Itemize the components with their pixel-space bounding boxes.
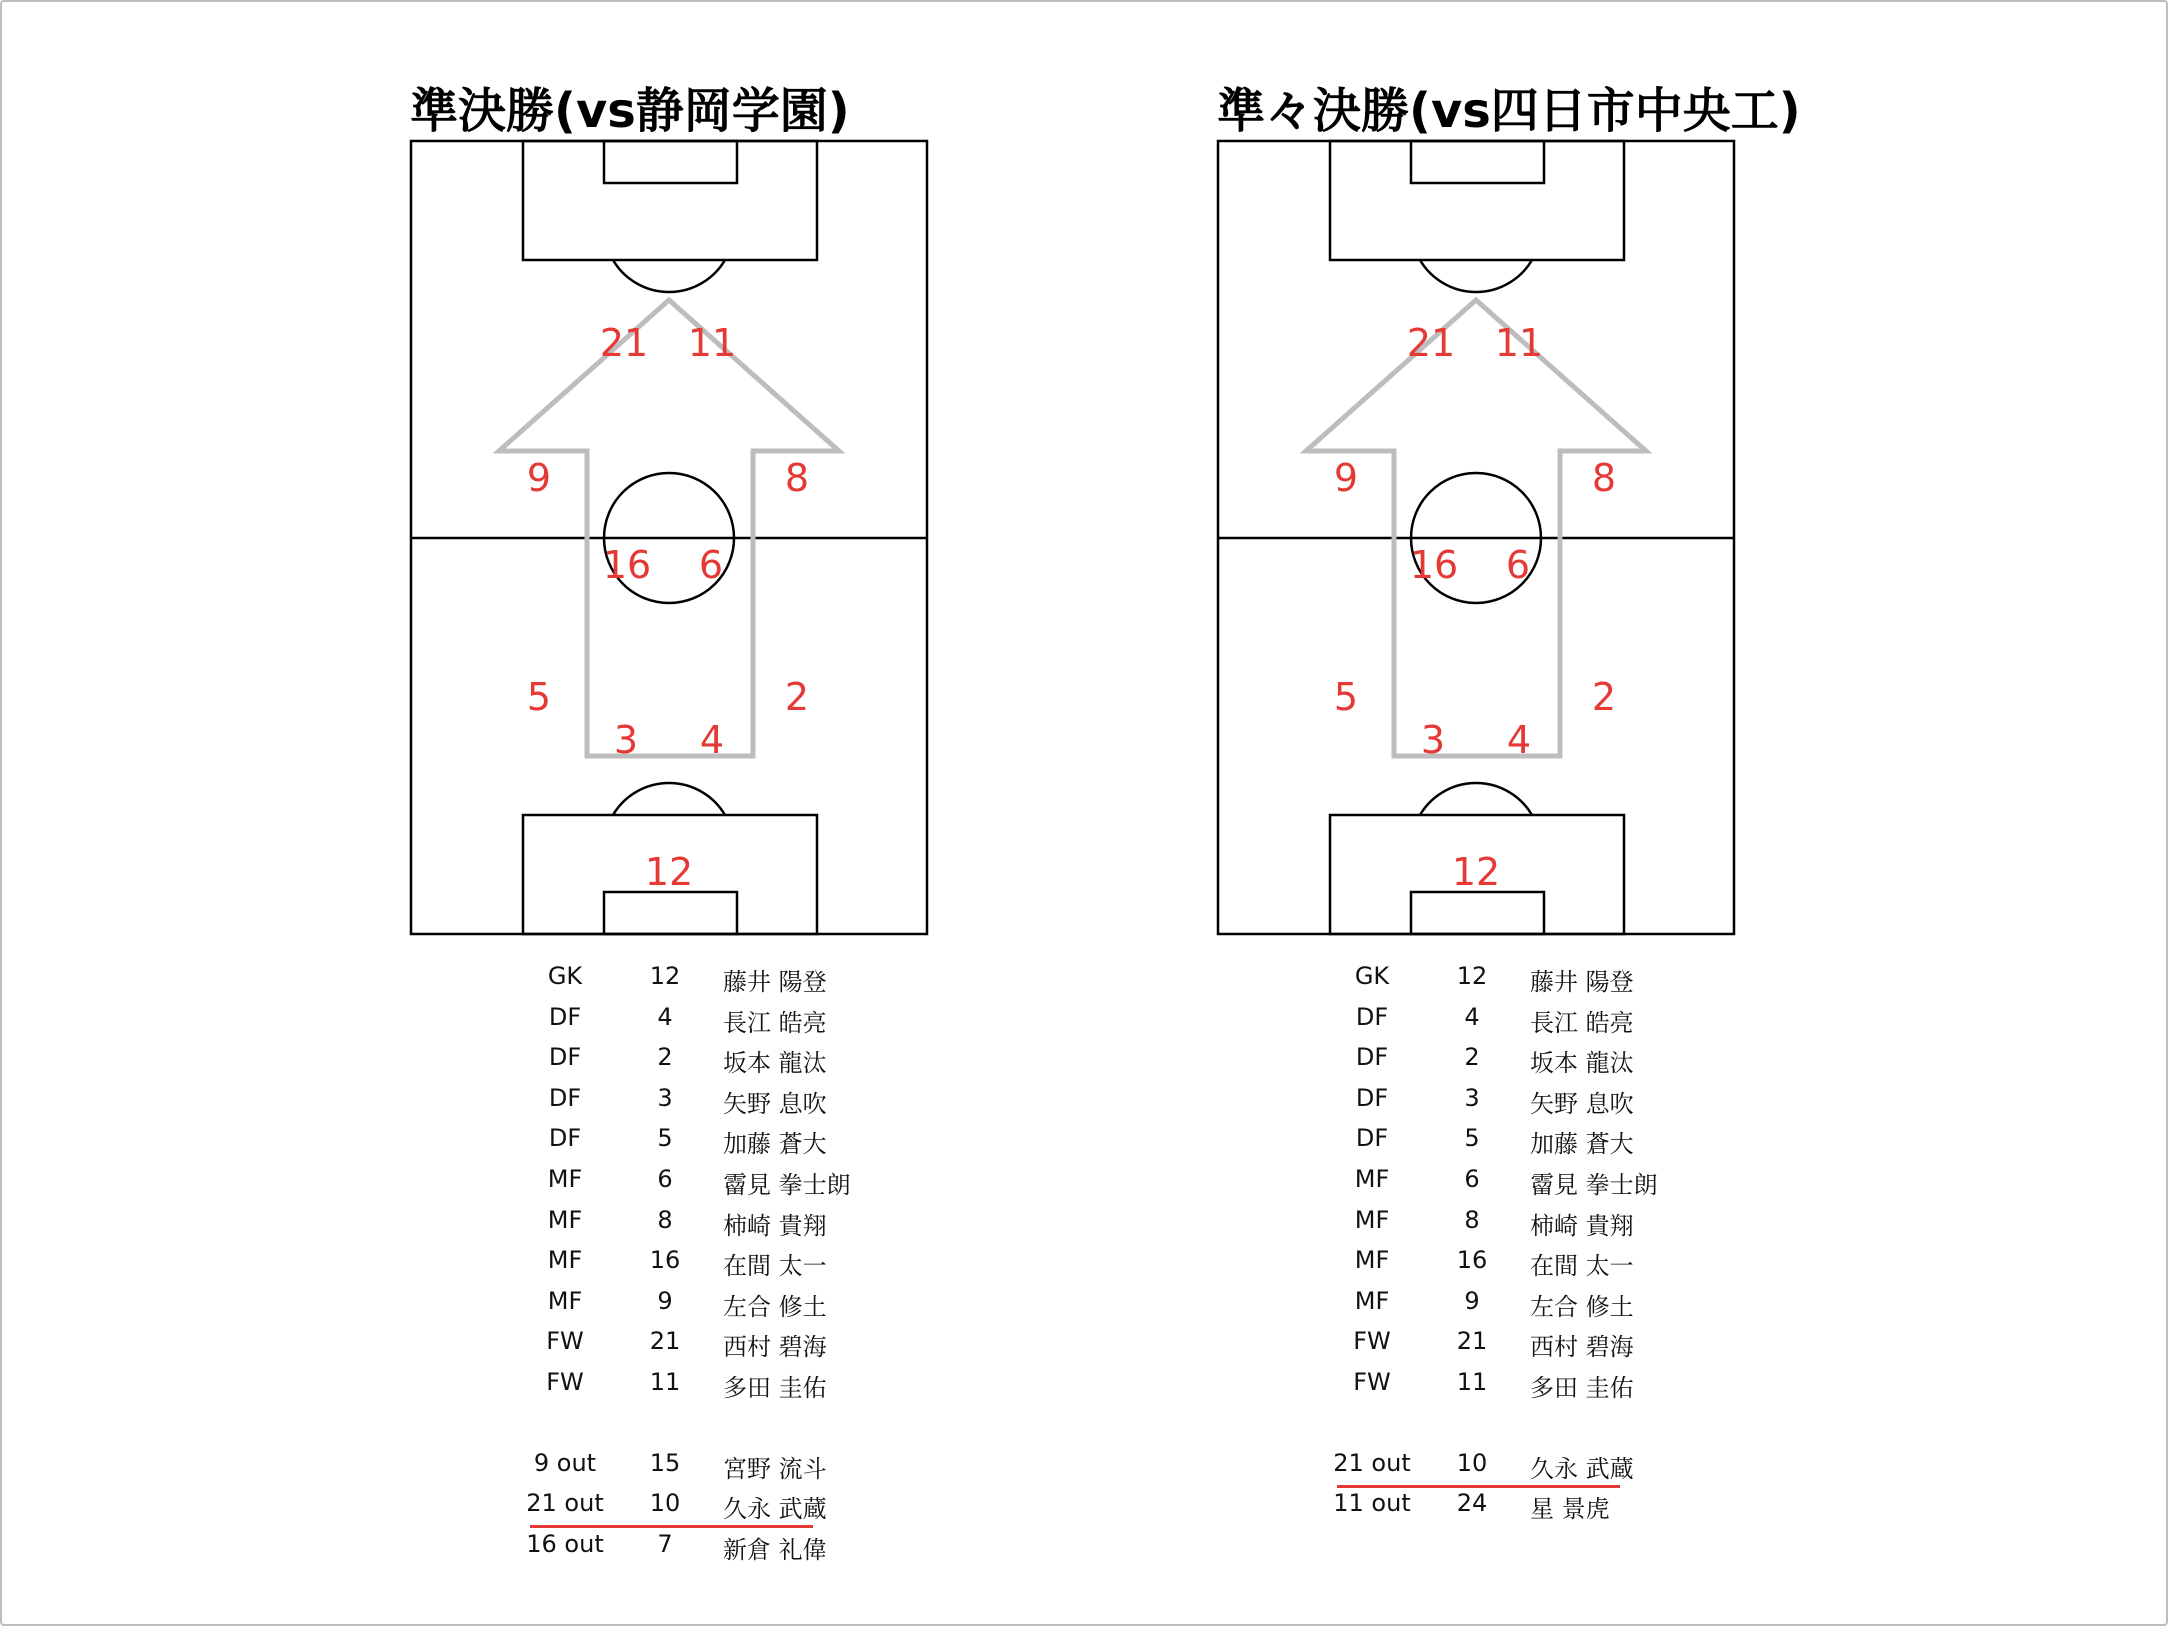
shirt-number: 4	[657, 1002, 673, 1031]
player-number-marker: 12	[1451, 850, 1501, 894]
shirt-number: 3	[657, 1083, 673, 1112]
top-penalty-arc	[613, 260, 725, 292]
player-number-marker: 9	[526, 456, 552, 500]
position-label: DF	[548, 1002, 582, 1031]
top-goal-box	[1411, 141, 1544, 183]
player-number-marker: 2	[1591, 675, 1617, 719]
player-name: 西村 碧海	[723, 1333, 827, 1362]
position-label: MF	[1354, 1286, 1390, 1315]
player-number-marker: 12	[644, 850, 694, 894]
shirt-number: 4	[1464, 1002, 1480, 1031]
position-label: MF	[547, 1286, 583, 1315]
shirt-number: 10	[649, 1489, 681, 1518]
position-label: FW	[1353, 1327, 1391, 1356]
player-name: 久永 武蔵	[1530, 1454, 1634, 1483]
position-label: GK	[547, 962, 583, 990]
player-number-marker: 9	[1333, 456, 1359, 500]
player-number-marker: 3	[1420, 718, 1446, 762]
highlight-underline	[530, 1525, 813, 1528]
substitution-row	[1307, 1449, 1747, 1490]
position-label: GK	[1354, 962, 1390, 990]
position-label: DF	[1355, 1043, 1389, 1072]
bottom-penalty-arc	[613, 783, 725, 815]
player-name: 坂本 龍汰	[723, 1049, 827, 1078]
position-label: 21 out	[1333, 1448, 1411, 1477]
player-name: 左合 修土	[1530, 1292, 1634, 1321]
shirt-number: 5	[657, 1124, 673, 1153]
roster-spacer	[1307, 1409, 1747, 1449]
player-name: 柿崎 貴翔	[1530, 1211, 1634, 1240]
lineup-row	[1307, 1246, 1747, 1287]
pitch-diagram	[807, 0, 1807, 960]
shirt-number: 11	[1456, 1367, 1488, 1396]
shirt-number: 15	[649, 1448, 681, 1477]
player-name: 長江 皓亮	[723, 1008, 827, 1037]
player-number-marker: 5	[1333, 675, 1359, 719]
player-name: 加藤 蒼大	[1530, 1130, 1634, 1159]
lineup-list	[1307, 962, 1747, 1530]
position-label: 21 out	[526, 1489, 604, 1518]
lineup-row	[1307, 1368, 1747, 1409]
position-label: DF	[1355, 1002, 1389, 1031]
lineup-row	[1307, 1287, 1747, 1328]
position-label: MF	[547, 1205, 583, 1234]
player-name: 星 景虎	[1530, 1495, 1610, 1524]
panel-title: 準々決勝(vs四日市中央工)	[1217, 83, 1801, 139]
position-label: 16 out	[526, 1529, 604, 1558]
player-number-marker: 8	[1591, 456, 1617, 500]
shirt-number: 2	[657, 1043, 673, 1072]
position-label: DF	[1355, 1083, 1389, 1112]
bottom-goal-box	[1411, 892, 1544, 934]
player-name: 多田 圭佑	[1530, 1373, 1634, 1402]
player-name: 新倉 礼偉	[723, 1535, 827, 1564]
player-name: 柿崎 貴翔	[723, 1211, 827, 1240]
shirt-number: 6	[1464, 1164, 1480, 1193]
player-name: 在間 太一	[723, 1252, 827, 1281]
player-name: 長江 皓亮	[1530, 1008, 1634, 1037]
player-number-marker: 4	[1506, 718, 1532, 762]
player-name: 矢野 息吹	[723, 1089, 827, 1118]
position-label: MF	[547, 1164, 583, 1193]
highlight-underline	[1337, 1485, 1620, 1488]
position-label: DF	[1355, 1124, 1389, 1153]
position-label: FW	[546, 1327, 584, 1356]
position-label: FW	[546, 1367, 584, 1396]
lineup-row	[1307, 1003, 1747, 1044]
shirt-number: 3	[1464, 1083, 1480, 1112]
shirt-number: 10	[1456, 1448, 1488, 1477]
player-name: 久永 武蔵	[723, 1495, 827, 1524]
shirt-number: 5	[1464, 1124, 1480, 1153]
player-number-marker: 6	[698, 543, 724, 587]
shirt-number: 9	[1464, 1286, 1480, 1315]
position-label: MF	[1354, 1205, 1390, 1234]
position-label: MF	[547, 1246, 583, 1275]
shirt-number: 8	[657, 1205, 673, 1234]
shirt-number: 21	[1456, 1327, 1488, 1356]
shirt-number: 9	[657, 1286, 673, 1315]
shirt-number: 12	[649, 962, 681, 990]
player-name: 左合 修土	[723, 1292, 827, 1321]
shirt-number: 16	[649, 1246, 681, 1275]
player-number-marker: 11	[687, 321, 737, 365]
shirt-number: 12	[1456, 962, 1488, 990]
position-label: DF	[548, 1043, 582, 1072]
shirt-number: 24	[1456, 1489, 1488, 1518]
player-number-marker: 3	[613, 718, 639, 762]
lineup-row	[1307, 1084, 1747, 1125]
player-name: 在間 太一	[1530, 1252, 1634, 1281]
player-name: 藤井 陽登	[723, 968, 827, 996]
lineup-row	[1307, 962, 1747, 1003]
player-number-marker: 5	[526, 675, 552, 719]
player-number-marker: 16	[602, 543, 652, 587]
shirt-number: 8	[1464, 1205, 1480, 1234]
player-name: 西村 碧海	[1530, 1333, 1634, 1362]
shirt-number: 21	[649, 1327, 681, 1356]
player-number-marker: 21	[599, 321, 649, 365]
player-number-marker: 11	[1494, 321, 1544, 365]
lineup-row	[1307, 1043, 1747, 1084]
shirt-number: 16	[1456, 1246, 1488, 1275]
shirt-number: 6	[657, 1164, 673, 1193]
player-number-marker: 8	[784, 456, 810, 500]
player-number-marker: 21	[1406, 321, 1456, 365]
lineup-row	[1307, 1165, 1747, 1206]
player-number-marker: 16	[1409, 543, 1459, 587]
panel-quarterfinal	[807, 0, 1807, 1626]
position-label: FW	[1353, 1367, 1391, 1396]
player-name: 加藤 蒼大	[723, 1130, 827, 1159]
player-name: 宮野 流斗	[723, 1454, 827, 1483]
player-number-marker: 2	[784, 675, 810, 719]
player-name: 霤見 拳士朗	[723, 1170, 851, 1199]
top-goal-box	[604, 141, 737, 183]
player-number-marker: 4	[699, 718, 725, 762]
position-label: MF	[1354, 1246, 1390, 1275]
player-name: 多田 圭佑	[723, 1373, 827, 1402]
lineup-row	[1307, 1327, 1747, 1368]
player-name: 矢野 息吹	[1530, 1089, 1634, 1118]
shirt-number: 2	[1464, 1043, 1480, 1072]
position-label: DF	[548, 1083, 582, 1112]
top-penalty-box	[1330, 141, 1624, 260]
shirt-number: 11	[649, 1367, 681, 1396]
player-name: 坂本 龍汰	[1530, 1049, 1634, 1078]
lineup-row	[1307, 1124, 1747, 1165]
player-name: 藤井 陽登	[1530, 968, 1634, 996]
position-label: DF	[548, 1124, 582, 1153]
bottom-goal-box	[604, 892, 737, 934]
player-name: 霤見 拳士朗	[1530, 1170, 1658, 1199]
lineup-row	[1307, 1206, 1747, 1247]
top-penalty-arc	[1420, 260, 1532, 292]
player-number-marker: 6	[1505, 543, 1531, 587]
shirt-number: 7	[657, 1529, 673, 1558]
top-penalty-box	[523, 141, 817, 260]
position-label: 11 out	[1333, 1489, 1411, 1518]
bottom-penalty-arc	[1420, 783, 1532, 815]
substitution-row	[1307, 1489, 1747, 1530]
position-label: MF	[1354, 1164, 1390, 1193]
panel-title: 準決勝(vs静岡学園)	[410, 83, 850, 139]
position-label: 9 out	[533, 1448, 597, 1477]
